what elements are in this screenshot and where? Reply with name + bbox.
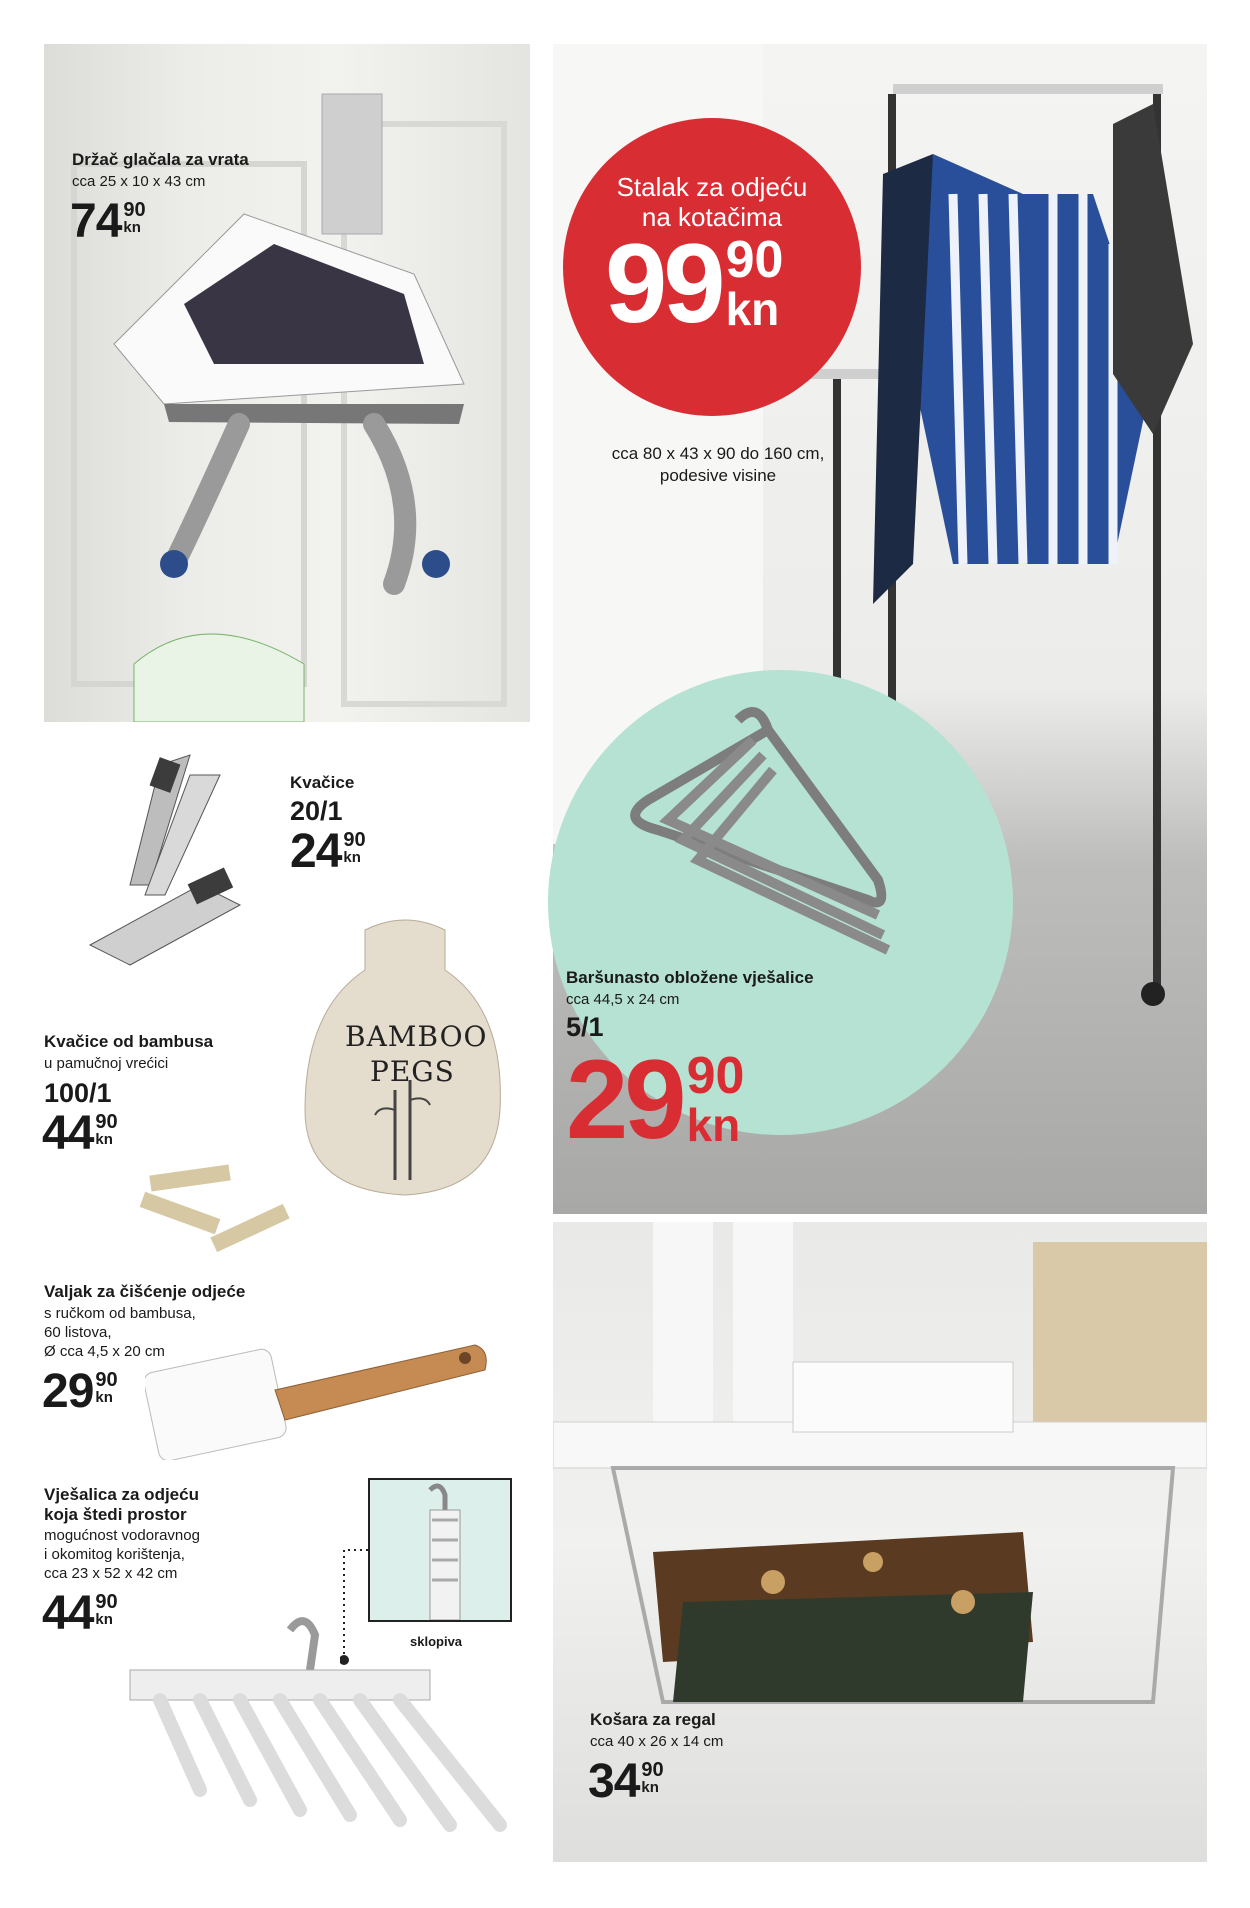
shelf-basket-price-int: 34	[588, 1755, 640, 1808]
shelf-basket-dims: cca 40 x 26 x 14 cm	[590, 1733, 724, 1750]
rack-dims: cca 80 x 43 x 90 do 160 cm,	[611, 444, 825, 463]
iron-holder-price	[70, 195, 146, 248]
bag-text-2: PEGS	[370, 1055, 455, 1088]
hangers-qty: 5/1	[566, 1012, 604, 1042]
shelf-basket-price	[588, 1755, 664, 1808]
space-hanger-desc2: i okomitog korištenja,	[44, 1546, 185, 1563]
pegs-qty: 20/1	[290, 796, 343, 826]
velvet-hanger-photo	[588, 700, 928, 960]
hangers-price-int: 29	[566, 1037, 683, 1162]
rack-price-circle	[563, 118, 861, 416]
hangers-currency: kn	[686, 1099, 741, 1151]
rack-currency: kn	[725, 283, 780, 335]
space-hanger-desc1: mogućnost vodoravnog	[44, 1527, 200, 1544]
rack-note: podesive visine	[659, 466, 777, 485]
hanger-inset	[368, 1478, 512, 1622]
space-hanger-name1: Vješalica za odjeću	[44, 1485, 199, 1504]
bag-text-1: BAMBOO	[345, 1020, 488, 1053]
space-hanger-price	[42, 1587, 118, 1640]
iron-holder-name: Držač glačala za vrata	[72, 150, 249, 169]
hangers-price-dec: 90	[686, 1047, 745, 1105]
iron-holder-price-dec: 90	[123, 199, 146, 221]
hanger-inset-label: sklopiva	[410, 1634, 463, 1649]
lint-roller-desc1: s ručkom od bambusa,	[44, 1305, 196, 1322]
lint-roller-desc2: 60 listova,	[44, 1324, 112, 1341]
pegs-price-dec: 90	[343, 829, 366, 851]
iron-holder-dims: cca 25 x 10 x 43 cm	[72, 173, 206, 190]
bamboo-bag-photo	[295, 910, 515, 1200]
lint-roller-price-int: 29	[42, 1365, 94, 1418]
hangers-name: Baršunasto obložene vješalice	[566, 968, 814, 987]
bamboo-pegs-desc: u pamučnoj vrećici	[44, 1055, 169, 1072]
clothespin-photo	[70, 745, 270, 975]
lint-roller-price-dec: 90	[95, 1369, 118, 1391]
space-hanger-price-dec: 90	[95, 1591, 118, 1613]
rack-name-line2: na kotačima	[641, 202, 783, 232]
pegs-name: Kvačice	[290, 773, 355, 792]
lint-roller-name: Valjak za čišćenje odjeće	[44, 1282, 246, 1301]
bamboo-pegs-name: Kvačice od bambusa	[44, 1032, 214, 1051]
bamboo-pegs-currency: kn	[95, 1131, 113, 1148]
bamboo-pegs-photo	[130, 1160, 310, 1270]
bamboo-pegs-price-dec: 90	[95, 1111, 118, 1133]
lint-roller-desc3: Ø cca 4,5 x 20 cm	[44, 1343, 165, 1360]
space-hanger-name2: koja štedi prostor	[44, 1505, 187, 1524]
bamboo-pegs-price-int: 44	[42, 1107, 94, 1160]
hangers-price	[566, 1037, 745, 1162]
lint-roller-currency: kn	[95, 1389, 113, 1406]
rack-name-line1: Stalak za odjeću	[616, 172, 808, 202]
pegs-currency: kn	[343, 849, 361, 866]
hanger-photo	[120, 1610, 550, 1840]
shelf-basket-currency: kn	[641, 1779, 659, 1796]
rack-price	[605, 221, 784, 346]
bamboo-pegs-qty: 100/1	[44, 1078, 112, 1108]
shelf-basket-price-dec: 90	[641, 1759, 664, 1781]
iron-holder-photo	[44, 44, 530, 722]
space-hanger-price-int: 44	[42, 1587, 94, 1640]
shelf-basket-name: Košara za regal	[590, 1710, 716, 1729]
lint-roller-photo	[145, 1320, 495, 1460]
folded-hanger-icon	[370, 1480, 510, 1620]
space-hanger-currency: kn	[95, 1611, 113, 1628]
rack-price-dec: 90	[725, 231, 784, 289]
space-hanger-desc3: cca 23 x 52 x 42 cm	[44, 1565, 178, 1582]
lint-roller-price	[42, 1365, 118, 1418]
iron-holder-price-int: 74	[70, 195, 122, 248]
pegs-price-int: 24	[290, 825, 342, 878]
rack-price-int: 99	[605, 221, 722, 346]
hangers-dims: cca 44,5 x 24 cm	[566, 991, 680, 1008]
iron-holder-currency: kn	[123, 219, 141, 236]
pegs-price	[290, 825, 366, 878]
bamboo-pegs-price	[42, 1107, 118, 1160]
